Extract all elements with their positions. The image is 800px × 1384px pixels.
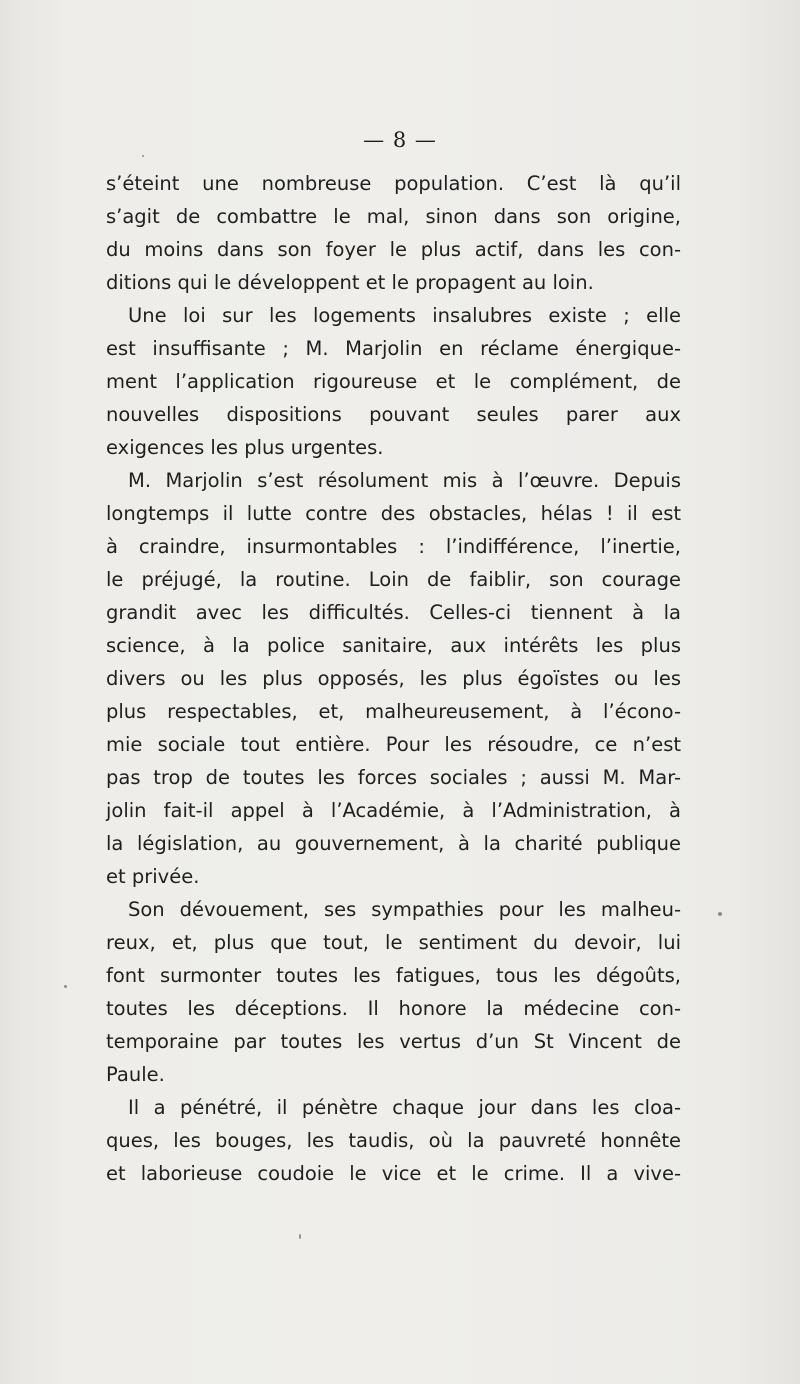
paragraph-start-line: Son dévouement, ses sympathies pour les malheu-	[128, 898, 681, 921]
text-line: longtemps il lutte contre des obstacles, hélas ! il est	[106, 502, 681, 525]
text-line: à craindre, insurmontables : l’indifférence, l’inertie,	[106, 535, 681, 558]
text-line: science, à la police sanitaire, aux intérêts les plus	[106, 634, 681, 657]
text-line: toutes les déceptions. Il honore la médecine con-	[106, 997, 681, 1020]
text-line: jolin fait-il appel à l’Académie, à l’Administration, à	[106, 799, 681, 822]
text-line: est insuffisante ; M. Marjolin en réclame énergique-	[106, 337, 681, 360]
paper-speck	[142, 155, 144, 157]
text-line: grandit avec les difficultés. Celles-ci tiennent à la	[106, 601, 681, 624]
text-line: ditions qui le développent et le propagent au loin.	[106, 271, 594, 294]
text-line: plus respectables, et, malheureusement, à l’écono-	[106, 700, 681, 723]
text-line: ques, les bouges, les taudis, où la pauvreté honnête	[106, 1129, 681, 1152]
text-line: s’éteint une nombreuse population. C’est là qu’il	[106, 172, 681, 195]
text-line: font surmonter toutes les fatigues, tous les dégoûts,	[106, 964, 681, 987]
text-line: le préjugé, la routine. Loin de faiblir, son courage	[106, 568, 681, 591]
text-line: reux, et, plus que tout, le sentiment du devoir, lui	[106, 931, 681, 954]
text-line: nouvelles dispositions pouvant seules parer aux	[106, 403, 681, 426]
text-line: ment l’application rigoureuse et le complément, de	[106, 370, 681, 393]
body-text	[106, 167, 681, 1190]
text-line: et laborieuse coudoie le vice et le crime. Il a vive-	[106, 1162, 681, 1185]
text-line: mie sociale tout entière. Pour les résoudre, ce n’est	[106, 733, 681, 756]
paper-speck	[64, 985, 67, 988]
page-number: — 8 —	[363, 128, 437, 152]
text-line: divers ou les plus opposés, les plus égoïstes ou les	[106, 667, 681, 690]
text-line: la législation, au gouvernement, à la charité publique	[106, 832, 681, 855]
text-line: et privée.	[106, 865, 200, 888]
text-line: Paule.	[106, 1063, 165, 1086]
text-line: temporaine par toutes les vertus d’un St Vincent de	[106, 1030, 681, 1053]
paper-speck	[718, 912, 722, 916]
text-line: pas trop de toutes les forces sociales ; aussi M. Mar-	[106, 766, 681, 789]
paragraph-start-line: M. Marjolin s’est résolument mis à l’œuvre. Depuis	[128, 469, 681, 492]
text-line: s’agit de combattre le mal, sinon dans son origine,	[106, 205, 681, 228]
text-line: exigences les plus urgentes.	[106, 436, 384, 459]
paper-speck	[299, 1234, 301, 1239]
paragraph-start-line: Il a pénétré, il pénètre chaque jour dans les cloa-	[128, 1096, 681, 1119]
paragraph-start-line: Une loi sur les logements insalubres existe ; elle	[128, 304, 681, 327]
text-line: du moins dans son foyer le plus actif, dans les con-	[106, 238, 681, 261]
